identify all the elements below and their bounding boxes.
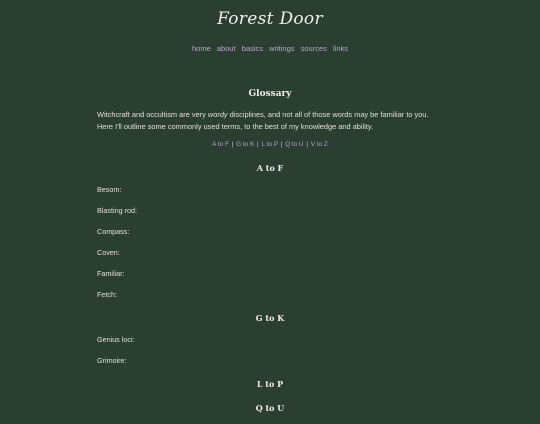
jump-link-q-to-u[interactable]: Q to U [285,141,304,148]
jump-link-a-to-f[interactable]: A to F [212,141,229,148]
term-familiar: Familiar: [97,269,125,278]
term-coven: Coven: [97,248,120,257]
term-compass: Compass: [97,227,130,236]
intro-paragraph [97,109,443,133]
term-besom: Besom: [97,185,122,194]
intro-text-end: disciplines, and not all of those words may be familiar to you. Here I'll outline some commonly used terms, to the best of my knowledge and ability. [97,110,429,131]
main-nav [0,44,540,53]
term-grimoire: Grimoire: [97,356,127,365]
link-separator: | [306,141,308,148]
section-q-to-u [97,402,443,414]
section-heading-l-to-p: L to P [256,379,284,389]
intro-emphasis: wordy [207,110,228,119]
link-separator: | [257,141,259,148]
link-separator: | [231,141,234,148]
alphabet-jump-links [97,140,443,150]
section-a-to-f [97,162,443,300]
nav-link-writings[interactable]: writings [269,44,295,53]
nav-link-basics[interactable]: basics [241,44,263,53]
intro-text-start: Witchcraft and occultism are very [97,110,208,119]
term-fetch: Fetch: [97,290,117,299]
nav-link-about[interactable]: about [216,44,236,53]
link-separator: | [280,141,283,148]
page-heading: Glossary [248,89,292,99]
jump-link-v-to-z[interactable]: V to Z [310,141,328,148]
section-heading-a-to-f: A to F [256,163,284,173]
nav-link-links[interactable]: links [332,44,348,53]
jump-link-g-to-k[interactable]: G to K [236,141,255,148]
main-content [97,88,443,424]
term-blasting-rod: Blasting rod: [97,206,137,215]
section-heading-q-to-u: Q to U [255,403,285,413]
section-g-to-k [97,312,443,366]
jump-link-l-to-p[interactable]: L to P [261,141,278,148]
term-genius-loci: Genius loci: [97,335,135,344]
site-title: Forest Door [217,9,323,29]
section-l-to-p [97,378,443,390]
section-heading-g-to-k: G to K [255,313,285,323]
nav-link-sources[interactable]: sources [300,44,327,53]
nav-link-home[interactable]: home [192,44,211,53]
